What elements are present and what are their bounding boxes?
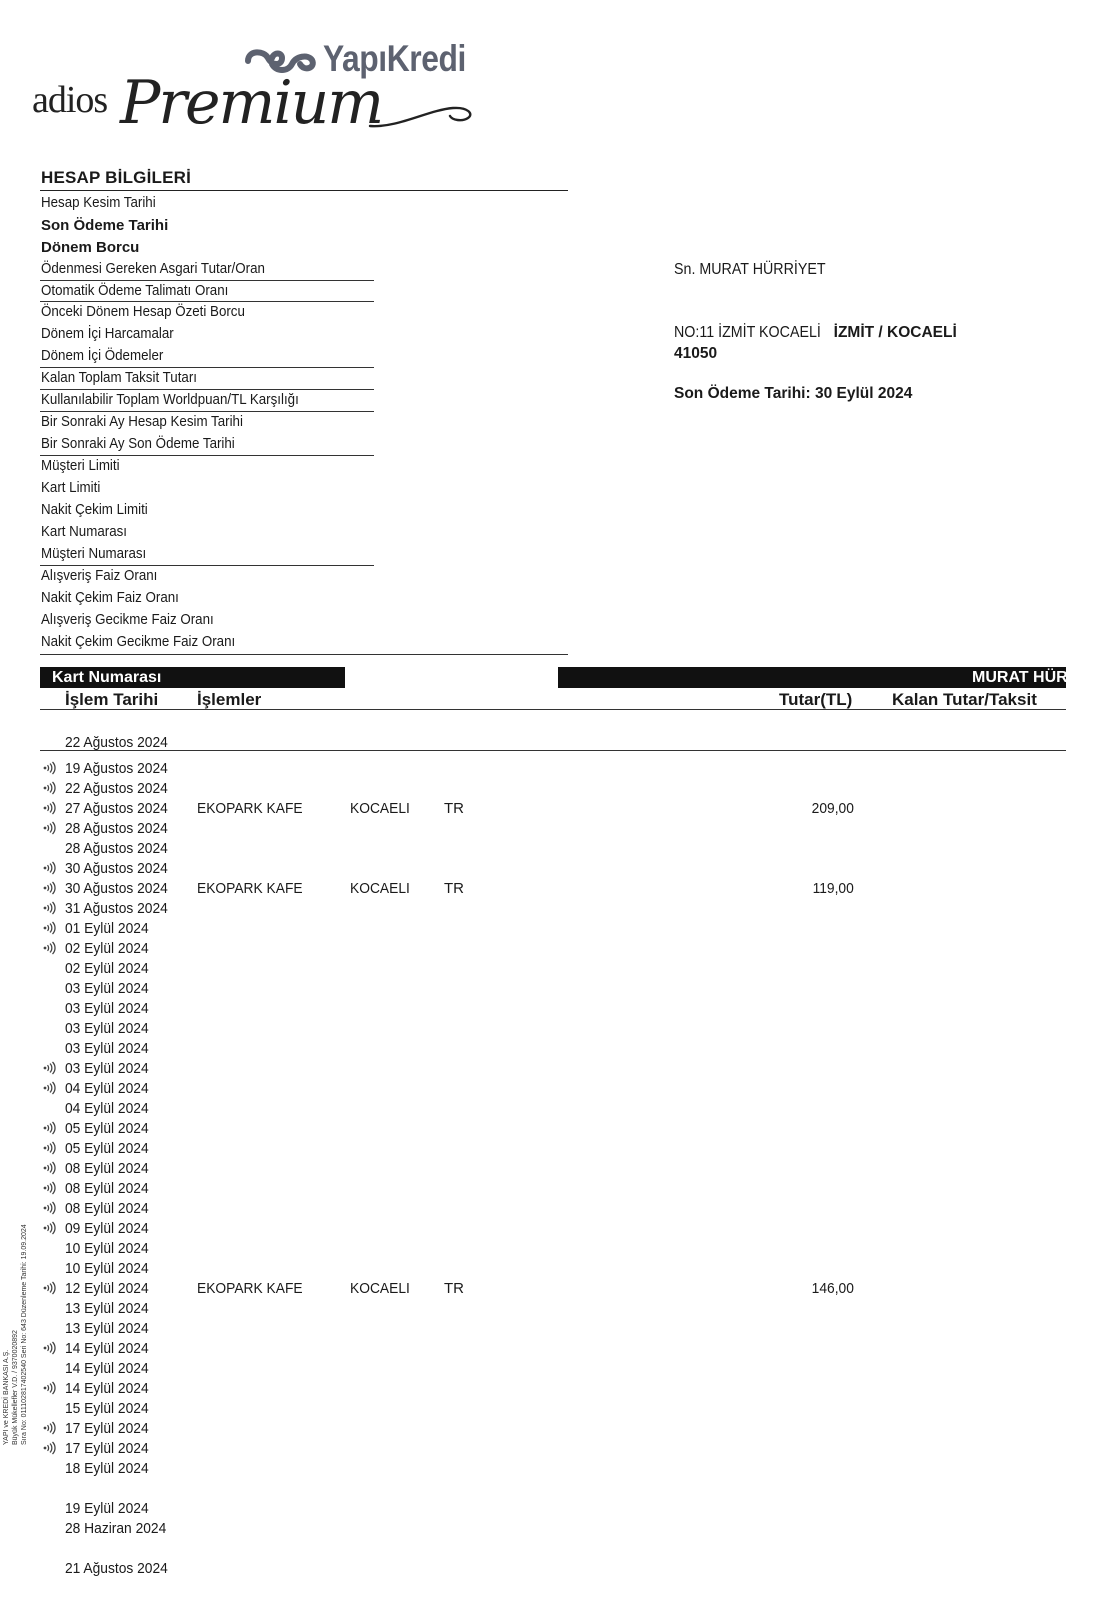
table-row — [0, 1179, 1066, 1199]
bank-name: YapıKredi — [323, 38, 466, 79]
table-row — [0, 1279, 1066, 1299]
transaction-date: 22 Ağustos 2024 — [65, 734, 168, 751]
transaction-date: 18 Eylül 2024 — [65, 1460, 149, 1477]
transaction-date: 02 Eylül 2024 — [65, 940, 149, 957]
table-row — [0, 1319, 1066, 1339]
transaction-date: 03 Eylül 2024 — [65, 1060, 149, 1077]
transaction-date: 21 Ağustos 2024 — [65, 1560, 168, 1577]
transaction-date: 03 Eylül 2024 — [65, 1020, 149, 1037]
contactless-icon — [42, 1381, 56, 1395]
contactless-icon — [42, 1061, 56, 1075]
product-name: Premium — [120, 68, 383, 138]
field-card-number: Kart Numarası — [41, 524, 128, 540]
section-divider — [40, 190, 568, 191]
legal-line-3: Sıra No: 011102817402540 Seri No: 643 Düzenleme Tarihi: 19.09.2024 — [21, 1224, 28, 1445]
card-holder-name: MURAT HÜRRİYET — [972, 669, 1115, 686]
transaction-date: 14 Eylül 2024 — [65, 1360, 149, 1377]
field-purchase-late-interest: Alışveriş Gecikme Faiz Oranı — [41, 612, 214, 628]
table-row — [0, 899, 1066, 919]
table-row — [0, 999, 1066, 1019]
contactless-icon — [42, 1181, 56, 1195]
table-row — [0, 1219, 1066, 1239]
field-customer-number: Müşteri Numarası — [41, 546, 147, 562]
field-next-statement-date: Bir Sonraki Ay Hesap Kesim Tarihi — [41, 414, 243, 430]
header-remaining: Kalan Tutar/Taksit — [892, 690, 1037, 709]
legal-line-2: Büyük Mükellefler V.D. / 9370020892 — [12, 1330, 19, 1445]
table-row — [0, 879, 1066, 899]
customer-name: Sn. MURAT HÜRRİYET — [674, 261, 826, 278]
legal-line-1: YAPI ve KREDİ BANKASI A.Ş. — [3, 1349, 10, 1445]
header-transaction-date: İşlem Tarihi — [65, 690, 159, 709]
table-row — [0, 1239, 1066, 1259]
contactless-icon — [42, 1121, 56, 1135]
transaction-date: 10 Eylül 2024 — [65, 1240, 149, 1257]
transaction-date: 13 Eylül 2024 — [65, 1300, 149, 1317]
transaction-date: 01 Eylül 2024 — [65, 920, 149, 937]
customer-postal-code: 41050 — [674, 345, 718, 362]
contactless-icon — [42, 881, 56, 895]
contactless-icon — [42, 1421, 56, 1435]
field-statement-date: Hesap Kesim Tarihi — [41, 195, 156, 211]
transaction-amount: 146,00 — [811, 1280, 854, 1297]
field-purchase-interest: Alışveriş Faiz Oranı — [41, 568, 158, 584]
contactless-icon — [42, 761, 56, 775]
transaction-city: KOCAELI — [350, 800, 410, 817]
table-row — [0, 1439, 1066, 1459]
contactless-icon — [42, 901, 56, 915]
customer-due-date: Son Ödeme Tarihi: 30 Eylül 2024 — [674, 385, 913, 402]
transaction-amount: 209,00 — [811, 800, 854, 817]
transaction-date: 28 Haziran 2024 — [65, 1520, 167, 1537]
contactless-icon — [42, 1341, 56, 1355]
contactless-icon — [42, 821, 56, 835]
table-row — [0, 799, 1066, 819]
table-row — [0, 759, 1066, 779]
table-row — [0, 1359, 1066, 1379]
transaction-date: 02 Eylül 2024 — [65, 960, 149, 977]
field-auto-payment-rate: Otomatik Ödeme Talimatı Oranı — [41, 283, 229, 299]
section-divider — [40, 654, 568, 655]
table-row — [0, 1259, 1066, 1279]
customer-address: NO:11 İZMİT KOCAELİİZMİT / KOCAELİ — [674, 324, 957, 341]
transaction-date: 28 Ağustos 2024 — [65, 820, 168, 837]
transaction-date: 17 Eylül 2024 — [65, 1420, 149, 1437]
transaction-date: 17 Eylül 2024 — [65, 1440, 149, 1457]
transaction-date: 15 Eylül 2024 — [65, 1400, 149, 1417]
transaction-date: 19 Eylül 2024 — [65, 1500, 149, 1517]
table-row — [0, 1559, 1066, 1579]
transaction-date: 14 Eylül 2024 — [65, 1380, 149, 1397]
field-card-limit: Kart Limiti — [41, 480, 101, 496]
transaction-city: KOCAELI — [350, 880, 410, 897]
transaction-date: 04 Eylül 2024 — [65, 1080, 149, 1097]
legal-footer — [2, 1224, 29, 1445]
contactless-icon — [42, 1281, 56, 1295]
transaction-date: 03 Eylül 2024 — [65, 1040, 149, 1057]
transaction-date: 03 Eylül 2024 — [65, 1000, 149, 1017]
card-number-bar — [40, 667, 345, 688]
field-minimum-payment: Ödenmesi Gereken Asgari Tutar/Oran — [41, 261, 265, 277]
transaction-date: 08 Eylül 2024 — [65, 1160, 149, 1177]
contactless-icon — [42, 1081, 56, 1095]
contactless-icon — [42, 1441, 56, 1455]
table-row — [0, 1139, 1066, 1159]
card-holder-bar — [558, 667, 1115, 688]
transaction-date: 14 Eylül 2024 — [65, 1340, 149, 1357]
transaction-date: 28 Ağustos 2024 — [65, 840, 168, 857]
field-period-spending: Dönem İçi Harcamalar — [41, 326, 174, 342]
contactless-icon — [42, 1221, 56, 1235]
field-previous-debt: Önceki Dönem Hesap Özeti Borcu — [41, 304, 245, 320]
table-row — [0, 859, 1066, 879]
transaction-date: 09 Eylül 2024 — [65, 1220, 149, 1237]
card-number-label: Kart Numarası — [52, 669, 162, 686]
table-row — [0, 1039, 1066, 1059]
transaction-date: 03 Eylül 2024 — [65, 980, 149, 997]
transaction-date: 12 Eylül 2024 — [65, 1280, 149, 1297]
transaction-date: 05 Eylül 2024 — [65, 1120, 149, 1137]
contactless-icon — [42, 921, 56, 935]
contactless-icon — [42, 941, 56, 955]
transaction-date: 08 Eylül 2024 — [65, 1180, 149, 1197]
transaction-merchant: EKOPARK KAFE — [197, 880, 303, 897]
transaction-date: 30 Ağustos 2024 — [65, 860, 168, 877]
field-period-debt: Dönem Borcu — [41, 239, 140, 256]
field-cash-limit: Nakit Çekim Limiti — [41, 502, 148, 518]
table-row — [0, 979, 1066, 999]
transaction-date: 13 Eylül 2024 — [65, 1320, 149, 1337]
product-prefix: adios — [32, 79, 108, 121]
transaction-date: 19 Ağustos 2024 — [65, 760, 168, 777]
transaction-date: 22 Ağustos 2024 — [65, 780, 168, 797]
table-row — [0, 1119, 1066, 1139]
section-title-account-info: HESAP BİLGİLERİ — [41, 168, 192, 187]
premium-flourish-icon — [368, 96, 478, 136]
table-row — [0, 1079, 1066, 1099]
transaction-date: 31 Ağustos 2024 — [65, 900, 168, 917]
transaction-merchant: EKOPARK KAFE — [197, 1280, 303, 1297]
table-row — [0, 819, 1066, 839]
table-row — [0, 839, 1066, 859]
table-row — [0, 779, 1066, 799]
field-cash-interest: Nakit Çekim Faiz Oranı — [41, 590, 179, 606]
contactless-icon — [42, 861, 56, 875]
table-row — [0, 1199, 1066, 1219]
table-row — [0, 1379, 1066, 1399]
transaction-date: 08 Eylül 2024 — [65, 1200, 149, 1217]
transaction-date: 05 Eylül 2024 — [65, 1140, 149, 1157]
table-row — [0, 939, 1066, 959]
brand-logo — [28, 18, 468, 138]
transaction-date: 04 Eylül 2024 — [65, 1100, 149, 1117]
table-header-divider — [40, 709, 1066, 710]
contactless-icon — [42, 1201, 56, 1215]
table-row — [0, 959, 1066, 979]
table-row — [0, 1519, 1066, 1539]
transaction-country: TR — [444, 800, 464, 817]
transaction-date: 10 Eylül 2024 — [65, 1260, 149, 1277]
transaction-amount: 119,00 — [812, 880, 854, 897]
table-row — [0, 1019, 1066, 1039]
field-next-due-date: Bir Sonraki Ay Son Ödeme Tarihi — [41, 436, 235, 452]
header-transactions: İşlemler — [197, 690, 262, 709]
table-row — [0, 1299, 1066, 1319]
table-row — [0, 1399, 1066, 1419]
transaction-city: KOCAELI — [350, 1280, 410, 1297]
contactless-icon — [42, 781, 56, 795]
field-remaining-installments: Kalan Toplam Taksit Tutarı — [41, 370, 197, 386]
field-cash-late-interest: Nakit Çekim Gecikme Faiz Oranı — [41, 634, 236, 650]
transaction-date: 27 Ağustos 2024 — [65, 800, 168, 817]
table-row — [0, 733, 1066, 753]
header-amount: Tutar(TL) — [779, 690, 853, 709]
table-row — [0, 1499, 1066, 1519]
contactless-icon — [42, 801, 56, 815]
table-row — [0, 919, 1066, 939]
field-period-payments: Dönem İçi Ödemeler — [41, 348, 164, 364]
table-row — [0, 1159, 1066, 1179]
transaction-merchant: EKOPARK KAFE — [197, 800, 303, 817]
table-row — [0, 1099, 1066, 1119]
field-customer-limit: Müşteri Limiti — [41, 458, 120, 474]
transaction-country: TR — [444, 1280, 464, 1297]
table-row — [0, 1459, 1066, 1479]
table-row — [0, 1339, 1066, 1359]
field-due-date: Son Ödeme Tarihi — [41, 217, 169, 234]
transaction-country: TR — [444, 880, 464, 897]
table-row — [0, 1419, 1066, 1439]
customer-city: İZMİT / KOCAELİ — [833, 324, 957, 341]
transaction-date: 30 Ağustos 2024 — [65, 880, 168, 897]
contactless-icon — [42, 1141, 56, 1155]
field-worldpuan: Kullanılabilir Toplam Worldpuan/TL Karşılığı — [41, 392, 299, 408]
contactless-icon — [42, 1161, 56, 1175]
table-row — [0, 1059, 1066, 1079]
